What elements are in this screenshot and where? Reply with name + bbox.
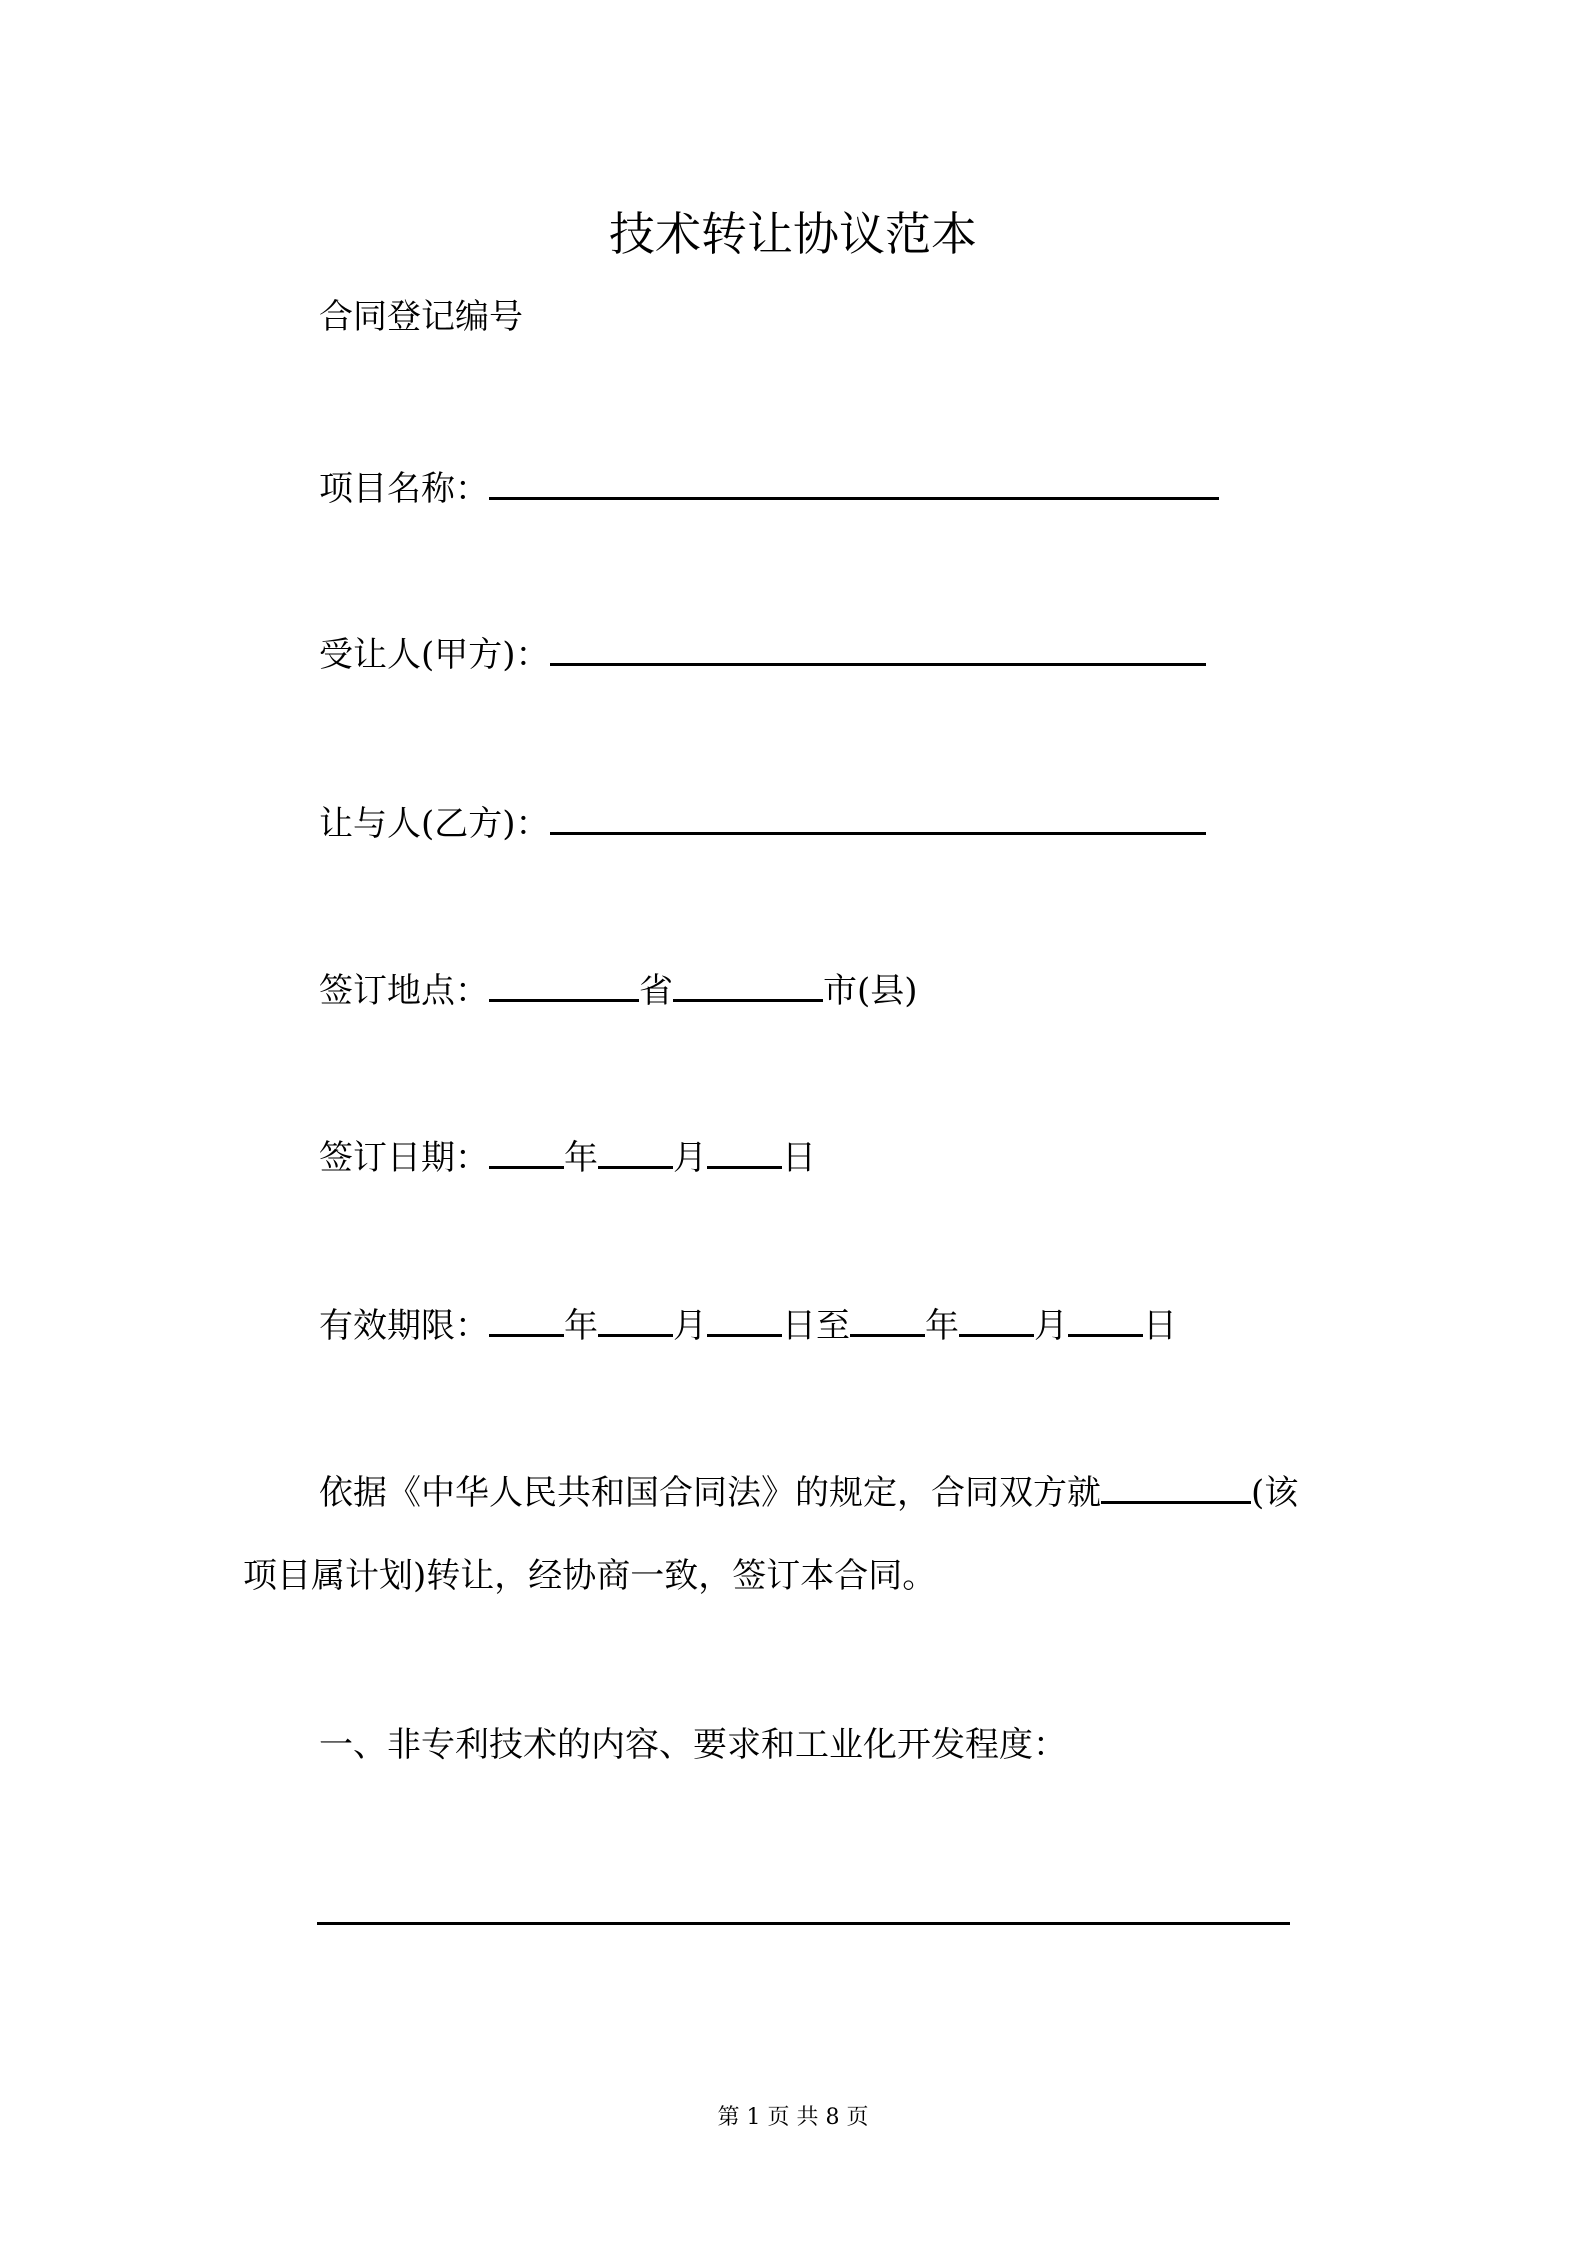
preamble-text-end: (该 <box>1251 1473 1299 1513</box>
month-field[interactable] <box>598 1136 673 1169</box>
city-label: 市(县) <box>823 971 918 1011</box>
start-month-field[interactable] <box>598 1304 673 1337</box>
day-to-label: 日至 <box>782 1306 850 1346</box>
transferor-field[interactable] <box>550 802 1206 835</box>
signing-place-label: 签订地点： <box>319 971 489 1011</box>
registration-no-label: 合同登记编号 <box>319 297 523 337</box>
project-field[interactable] <box>1101 1471 1251 1504</box>
day-label: 日 <box>1143 1306 1177 1346</box>
province-field[interactable] <box>489 969 639 1002</box>
validity-label: 有效期限： <box>319 1306 489 1346</box>
signing-place-row <box>319 969 918 1011</box>
city-field[interactable] <box>673 969 823 1002</box>
project-name-row <box>319 467 1219 509</box>
province-label: 省 <box>639 971 673 1011</box>
end-day-field[interactable] <box>1068 1304 1143 1337</box>
document-title: 技术转让协议范本 <box>609 207 977 261</box>
page-footer: 第 1 页 共 8 页 <box>717 2105 869 2130</box>
month-label: 月 <box>1034 1306 1068 1346</box>
preamble-line-1 <box>319 1471 1298 1513</box>
signing-date-label: 签订日期： <box>319 1138 489 1178</box>
end-year-field[interactable] <box>850 1304 925 1337</box>
transferor-label: 让与人(乙方)： <box>319 804 550 844</box>
month-label: 月 <box>673 1138 707 1178</box>
day-field[interactable] <box>707 1136 782 1169</box>
signing-date-row <box>319 1136 816 1178</box>
end-month-field[interactable] <box>959 1304 1034 1337</box>
section-1-heading: 一、非专利技术的内容、要求和工业化开发程度： <box>319 1725 1067 1765</box>
project-name-label: 项目名称： <box>319 469 489 509</box>
transferee-row <box>319 633 1206 675</box>
section-1-answer-line[interactable] <box>317 1922 1290 1925</box>
preamble-text: 依据《中华人民共和国合同法》的规定，合同双方就 <box>319 1473 1101 1513</box>
start-year-field[interactable] <box>489 1304 564 1337</box>
transferee-field[interactable] <box>550 633 1206 666</box>
start-day-field[interactable] <box>707 1304 782 1337</box>
year-label: 年 <box>564 1306 598 1346</box>
year-label: 年 <box>925 1306 959 1346</box>
day-label: 日 <box>782 1138 816 1178</box>
month-label: 月 <box>673 1306 707 1346</box>
validity-row <box>319 1304 1177 1346</box>
project-name-field[interactable] <box>489 467 1219 500</box>
preamble-line-2: 项目属计划)转让，经协商一致，签订本合同。 <box>243 1556 937 1596</box>
year-field[interactable] <box>489 1136 564 1169</box>
year-label: 年 <box>564 1138 598 1178</box>
transferee-label: 受让人(甲方)： <box>319 635 550 675</box>
transferor-row <box>319 802 1206 844</box>
